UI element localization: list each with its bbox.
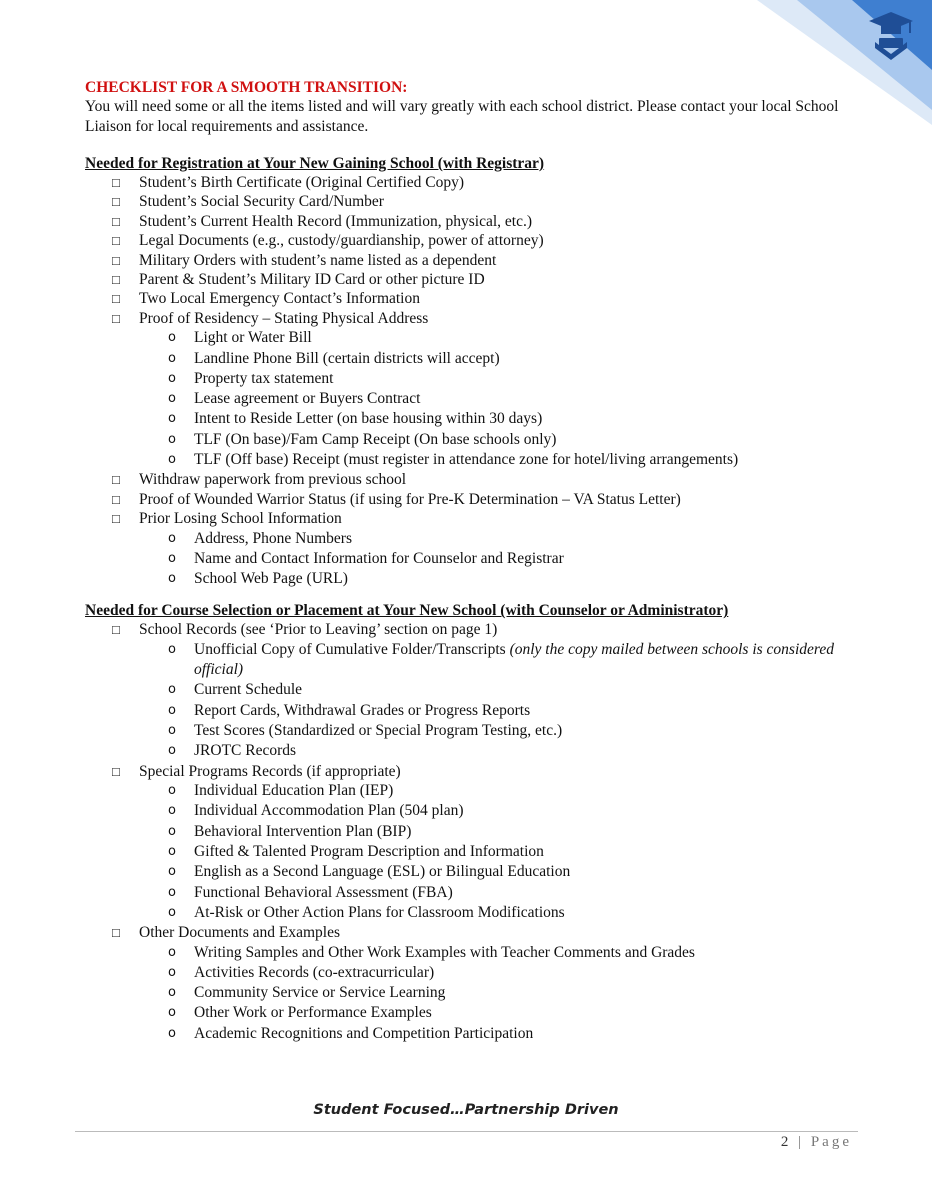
list-item: □ Student’s Current Health Record (Immunization, physical, etc.) xyxy=(112,212,532,230)
bullet-icon: o xyxy=(168,884,176,900)
checkbox-icon[interactable]: □ xyxy=(112,213,120,229)
checkbox-icon[interactable]: □ xyxy=(112,272,120,288)
checkbox-icon[interactable]: □ xyxy=(112,491,120,507)
list-item: □ Parent & Student’s Military ID Card or other picture ID xyxy=(112,271,485,289)
sub-list-item: o Writing Samples and Other Work Examples with Teacher Comments and Grades xyxy=(139,943,845,963)
sub-list-item: o English as a Second Language (ESL) or Bilingual Education xyxy=(139,862,845,882)
bullet-icon: o xyxy=(168,431,176,447)
list-item: □ Student’s Birth Certificate (Original Certified Copy) xyxy=(112,174,465,191)
bullet-icon: o xyxy=(168,904,176,920)
section-course-selection-title: Needed for Course Selection or Placement at Your New School (with Counselor or Administrator) xyxy=(85,602,729,620)
registration-checklist xyxy=(85,173,845,589)
sub-list-item: o Light or Water Bill xyxy=(139,328,845,348)
checkbox-icon[interactable]: □ xyxy=(112,252,120,268)
sub-list-item: o Test Scores (Standardized or Special Program Testing, etc.) xyxy=(139,721,845,741)
sub-list-item: o Behavioral Intervention Plan (BIP) xyxy=(139,822,845,842)
bullet-icon: o xyxy=(168,702,176,718)
official-copy-note: (only the copy mailed between schools is considered official) xyxy=(194,640,834,679)
sub-list-item: o Report Cards, Withdrawal Grades or Progress Reports xyxy=(139,701,845,721)
sub-list-item: o At-Risk or Other Action Plans for Classroom Modifications xyxy=(139,903,845,923)
list-item: □ Proof of Residency – Stating Physical Address o Light or Water Bill o Landline Phone Bill (certain districts will accept) o Property tax statement o Lease agreement or Buyers Contract o Intent to Reside Letter (on base housing within 30 days) o TLF (On base)/Fam Camp Receipt (On base schools only) o TLF (Off base) Receipt (must register in attendance zone for hotel/living arrangements) xyxy=(85,309,845,470)
bullet-icon: o xyxy=(168,1025,176,1041)
checkbox-icon[interactable]: □ xyxy=(112,310,120,326)
bullet-icon: o xyxy=(168,391,176,407)
checklist-title: CHECKLIST FOR A SMOOTH TRANSITION: xyxy=(85,79,408,96)
special-programs-sublist xyxy=(139,781,845,923)
document-body xyxy=(85,78,845,1044)
sub-list-item: o Intent to Reside Letter (on base housing within 30 days) xyxy=(139,409,845,429)
bullet-icon: o xyxy=(168,571,176,587)
bullet-icon: o xyxy=(168,370,176,386)
list-item: □ Special Programs Records (if appropriate) o Individual Education Plan (IEP) o Individual Accommodation Plan (504 plan) o Behavioral Intervention Plan (BIP) o Gifted & Talented Program Description and Information o English as a Second Language (ESL) or Bilingual Education o Functional Behavioral Assessment (FBA) o At-Risk or Other Action Plans for Classroom Modifications xyxy=(85,762,845,923)
sub-list-item: o School Web Page (URL) xyxy=(139,569,845,589)
bullet-icon: o xyxy=(168,550,176,566)
sub-list-item: o Name and Contact Information for Counselor and Registrar xyxy=(139,549,845,569)
checkbox-icon[interactable]: □ xyxy=(112,622,120,638)
list-item: □ Legal Documents (e.g., custody/guardianship, power of attorney) xyxy=(112,232,544,250)
sub-list-item: o Current Schedule xyxy=(139,680,845,700)
sub-list-item: o Academic Recognitions and Competition Participation xyxy=(139,1024,845,1044)
sub-list-item: o Lease agreement or Buyers Contract xyxy=(139,389,845,409)
checkbox-icon[interactable]: □ xyxy=(112,194,120,210)
list-item: □ Proof of Wounded Warrior Status (if using for Pre-K Determination – VA Status Letter) xyxy=(112,490,681,508)
sub-list-item: o TLF (On base)/Fam Camp Receipt (On base schools only) xyxy=(139,430,845,450)
sub-list-item: o JROTC Records xyxy=(139,741,845,761)
section-registration-title: Needed for Registration at Your New Gaining School (with Registrar) xyxy=(85,155,545,172)
intro-paragraph: You will need some or all the items listed and will vary greatly with each school district. Please contact your local School Liaison for local requirements and assistance. xyxy=(85,98,839,135)
sub-list-item: o Individual Accommodation Plan (504 plan) xyxy=(139,801,845,821)
bullet-icon: o xyxy=(168,330,176,346)
list-item: □ Other Documents and Examples o Writing Samples and Other Work Examples with Teacher Comments and Grades o Activities Records (co-extracurricular) o Community Service or Service Learning o Other Work or Performance Examples o Academic Recognitions and Competition Participation xyxy=(85,923,845,1044)
sub-list-item: o Landline Phone Bill (certain districts will accept) xyxy=(139,349,845,369)
checkbox-icon[interactable]: □ xyxy=(112,233,120,249)
bullet-icon: o xyxy=(168,1005,176,1021)
checkbox-icon[interactable]: □ xyxy=(112,472,120,488)
page-number-value: 2 xyxy=(780,1134,792,1150)
checkbox-icon[interactable]: □ xyxy=(112,925,120,941)
page-label: | Page xyxy=(798,1134,852,1150)
residency-sublist xyxy=(139,328,845,470)
list-item: □ Two Local Emergency Contact’s Information xyxy=(112,290,420,308)
list-item: □ School Records (see ‘Prior to Leaving’ section on page 1) o Unofficial Copy of Cumulative Folder/Transcripts (only the copy mailed between schools is considered official) o Current Schedule o Report Cards, Withdrawal Grades or Progress Reports o Test Scores (Standardized or Special Program Testing, etc.) o JROTC Records xyxy=(85,620,845,761)
bullet-icon: o xyxy=(168,803,176,819)
sub-list-item: o Community Service or Service Learning xyxy=(139,983,845,1003)
bullet-icon: o xyxy=(168,723,176,739)
bullet-icon: o xyxy=(168,985,176,1001)
sub-list-item: o Individual Education Plan (IEP) xyxy=(139,781,845,801)
checkbox-icon[interactable]: □ xyxy=(112,511,120,527)
sub-list-item: o Unofficial Copy of Cumulative Folder/Transcripts (only the copy mailed between schools is considered official) xyxy=(168,640,834,679)
bullet-icon: o xyxy=(168,944,176,960)
bullet-icon: o xyxy=(168,530,176,546)
checkbox-icon[interactable]: □ xyxy=(112,763,120,779)
sub-list-item: o Address, Phone Numbers xyxy=(139,529,845,549)
school-records-sublist xyxy=(139,640,845,762)
bullet-icon: o xyxy=(168,964,176,980)
list-item: □ Student’s Social Security Card/Number xyxy=(112,193,384,211)
sub-list-item: o Activities Records (co-extracurricular) xyxy=(139,963,845,983)
list-item: □ Withdraw paperwork from previous school xyxy=(112,471,407,489)
bullet-icon: o xyxy=(168,783,176,799)
bullet-icon: o xyxy=(168,641,176,657)
bullet-icon: o xyxy=(168,411,176,427)
page-number xyxy=(781,1134,852,1151)
bullet-icon: o xyxy=(168,682,176,698)
sub-list-item: o Functional Behavioral Assessment (FBA) xyxy=(139,883,845,903)
bullet-icon: o xyxy=(168,823,176,839)
footer-tagline: Student Focused…Partnership Driven xyxy=(313,1102,619,1118)
list-item: □ Prior Losing School Information o Address, Phone Numbers o Name and Contact Information for Counselor and Registrar o School Web Page (URL) xyxy=(85,509,845,589)
sub-list-item: o Other Work or Performance Examples xyxy=(139,1003,845,1023)
course-selection-checklist xyxy=(85,620,845,1044)
bullet-icon: o xyxy=(168,864,176,880)
sub-list-item: o Property tax statement xyxy=(139,369,845,389)
list-item: □ Military Orders with student’s name listed as a dependent xyxy=(112,251,497,269)
bullet-icon: o xyxy=(168,452,176,468)
bullet-icon: o xyxy=(168,743,176,759)
sub-list-item: o Gifted & Talented Program Description and Information xyxy=(139,842,845,862)
checkbox-icon[interactable]: □ xyxy=(112,291,120,307)
bullet-icon: o xyxy=(168,843,176,859)
footer-divider xyxy=(75,1131,858,1132)
bullet-icon: o xyxy=(168,350,176,366)
checkbox-icon[interactable]: □ xyxy=(112,175,120,190)
sub-list-item: o TLF (Off base) Receipt (must register in attendance zone for hotel/living arrangements) xyxy=(139,450,845,470)
losing-school-sublist xyxy=(139,529,845,590)
other-documents-sublist xyxy=(139,943,845,1044)
